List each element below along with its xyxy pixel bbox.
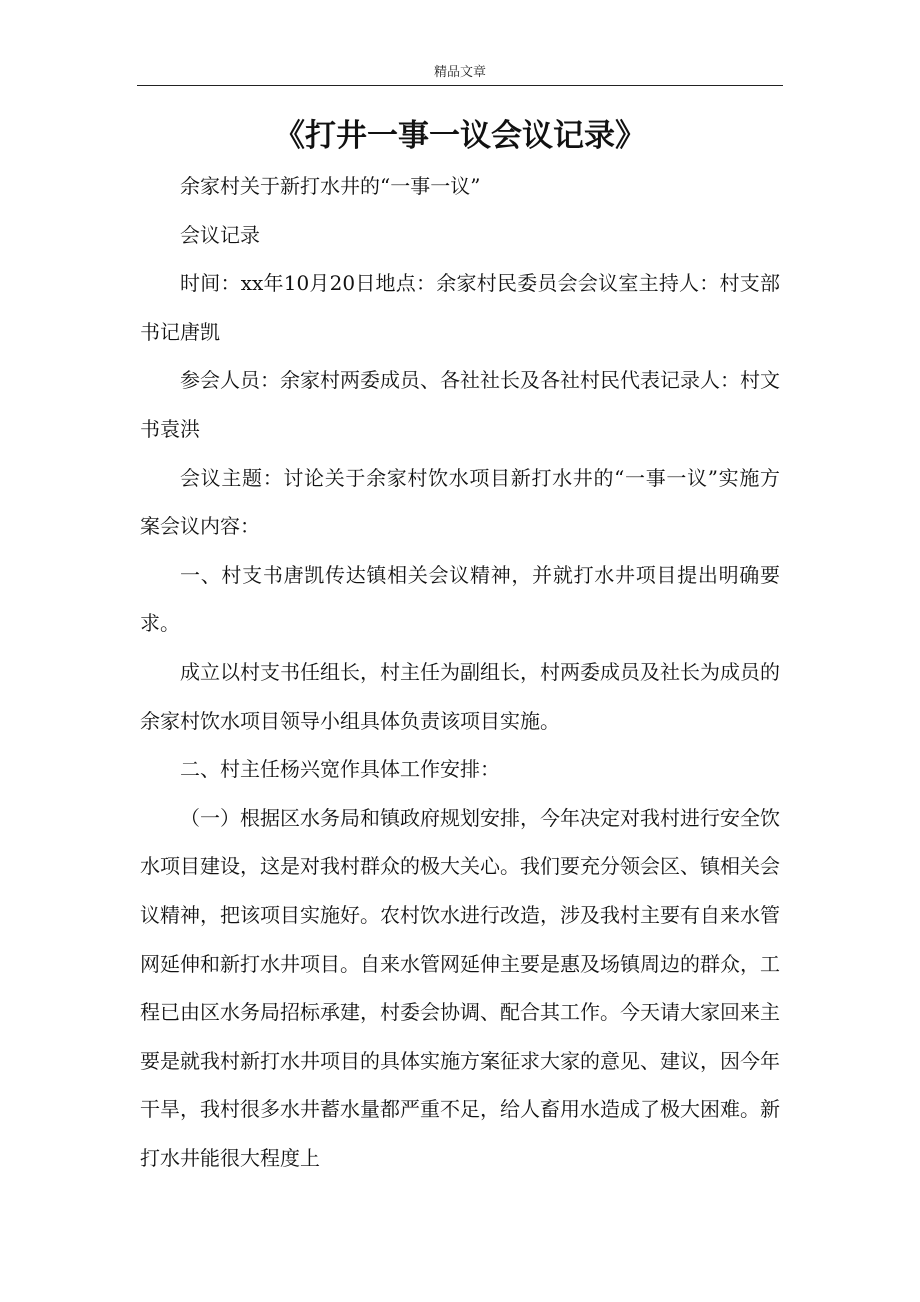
paragraph-leadership-group: 成立以村支书任组长，村主任为副组长，村两委成员及社长为成员的余家村饮水项目领导小组具体负责该项目实施。 xyxy=(140,659,780,733)
paragraph-record-label: 会议记录 xyxy=(180,222,260,247)
paragraph-item-two: 二、村主任杨兴宽作具体工作安排： xyxy=(180,757,500,782)
paragraph-subject: 余家村关于新打水井的“一事一议” xyxy=(180,174,481,198)
paragraph-item-one: 一、村支书唐凯传达镇相关会议精神，并就打水井项目提出明确要求。 xyxy=(140,562,780,636)
paragraph-time-place-host: 时间：xx年10月20日地点：余家村民委员会会议室主持人：村支部书记唐凯 xyxy=(140,271,780,344)
paragraph-attendees: 参会人员：余家村两委成员、各社社长及各社村民代表记录人：村文书袁洪 xyxy=(140,368,780,441)
document-body xyxy=(140,162,780,1182)
paragraph-item-two-one: （一）根据区水务局和镇政府规划安排，今年决定对我村进行安全饮水项目建设，这是对我村群众的极大关心。我们要充分领会区、镇相关会议精神，把该项目实施好。农村饮水进行改造，涉及我村主要有自来水管网延伸和新打水井项目。自来水管网延伸主要是惠及场镇周边的群众，工程已由区水务局招标承建，村委会协调、配合其工作。今天请大家回来主要是就我村新打水井项目的具体实施方案征求大家的意见、建议，因今年干旱，我村很多水井蓄水量都严重不足，给人畜用水造成了极大困难。新打水井能很大程度上 xyxy=(140,805,780,1170)
running-header: 精品文章 xyxy=(433,65,486,80)
paragraph-theme: 会议主题：讨论关于余家村饮水项目新打水井的“一事一议”实施方案会议内容： xyxy=(140,465,780,539)
header-rule xyxy=(137,85,783,86)
document-title: 《打井一事一议会议记录》 xyxy=(274,118,646,154)
